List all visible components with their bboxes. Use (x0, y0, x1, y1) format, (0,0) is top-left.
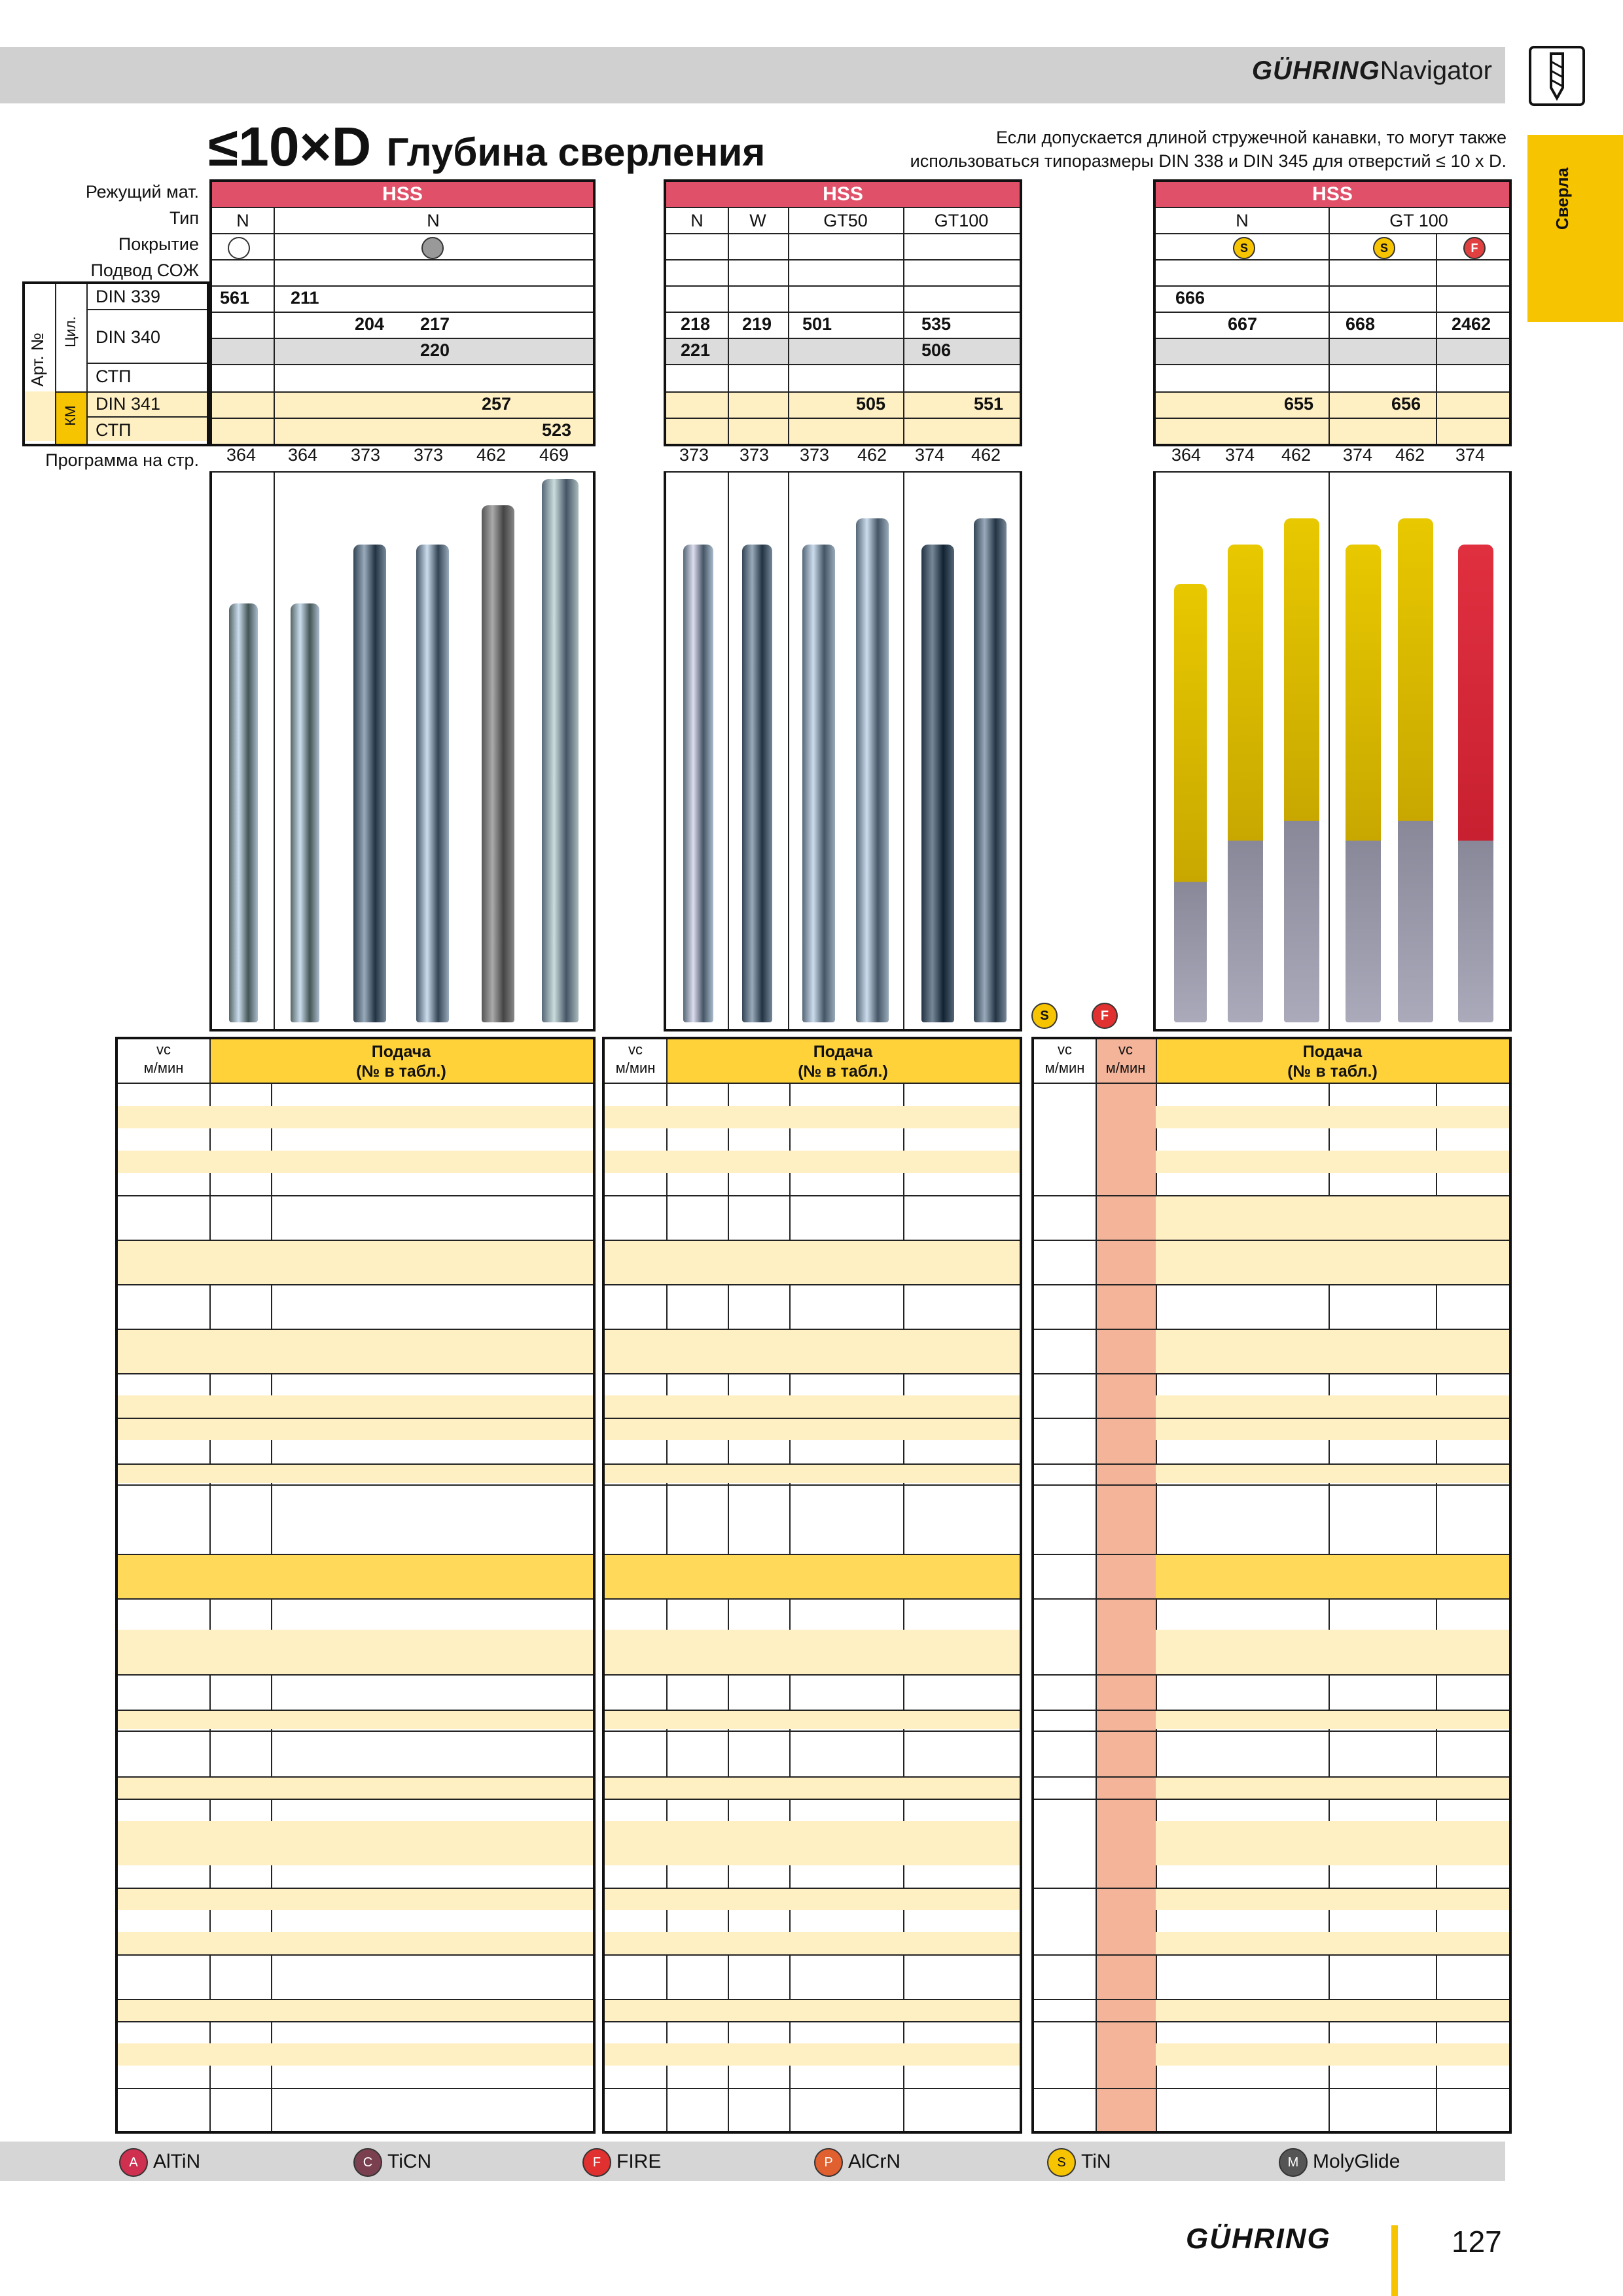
stp2-label: СТП (96, 420, 132, 440)
group1-image-area (209, 471, 596, 1031)
page-title: ≤10×D Глубина сверления (208, 116, 766, 177)
label-type: Тип (169, 208, 199, 228)
drill-icon (1529, 46, 1585, 106)
group1-din341: 257 (482, 394, 512, 414)
group2-din340-c: 501 (802, 314, 832, 334)
ticn-icon: C (353, 2148, 382, 2177)
drill-image (353, 545, 386, 1022)
drill-image (974, 518, 1007, 1022)
label-coating: Покрытие (118, 234, 199, 254)
tin-coating-icon: S (1031, 1003, 1059, 1030)
group3-din340-a: 667 (1228, 314, 1258, 334)
drill-image (742, 545, 772, 1022)
din339-label: DIN 339 (96, 287, 161, 306)
label-cutting: Режущий мат. (85, 182, 199, 202)
legend-fire: F FIRE (582, 2148, 661, 2177)
footer-brand: GÜHRING (1186, 2223, 1331, 2255)
vc-label: vc м/мин (615, 1041, 656, 1076)
drill-image (1398, 518, 1433, 1022)
legend-ticn: C TiCN (353, 2148, 431, 2177)
group3-din341-b: 656 (1391, 394, 1421, 414)
group3-din341-a: 655 (1284, 394, 1314, 414)
tin-coating-icon: S (1373, 237, 1395, 259)
drill-image (482, 505, 514, 1022)
group1-din339-a: 561 (220, 288, 250, 308)
drill-image (1284, 518, 1319, 1022)
drill-image (416, 545, 449, 1022)
legend-alcrn: P AlCrN (814, 2148, 901, 2177)
group2-din340-b: 219 (742, 314, 772, 334)
group2-type-4: GT100 (934, 211, 989, 230)
group2-din341-a: 505 (856, 394, 886, 414)
group2-din340-l2: 506 (921, 340, 952, 360)
feed-header: Подача (№ в табл.) (798, 1043, 888, 1081)
group2-din340-d: 535 (921, 314, 952, 334)
drill-image (1458, 545, 1493, 1022)
group2-din340-l1: 221 (681, 340, 711, 360)
km-label: КМ (62, 405, 79, 426)
tin-icon: S (1047, 2148, 1076, 2177)
vc-label: vc м/мин (1105, 1041, 1146, 1076)
group2-din341-b: 551 (974, 394, 1004, 414)
group3-type-2: GT 100 (1389, 211, 1448, 230)
group1-material: HSS (212, 182, 593, 207)
drill-image (291, 603, 319, 1022)
group3-material: HSS (1156, 182, 1509, 207)
group1-type-2: N (427, 211, 440, 230)
drill-image (1346, 545, 1381, 1022)
group2-material: HSS (666, 182, 1020, 207)
vc-label: vc м/мин (143, 1041, 184, 1076)
group1-stp: 523 (542, 420, 572, 440)
group2-din340-a: 218 (681, 314, 711, 334)
fire-coating-icon: F (1463, 237, 1486, 259)
group2-type-3: GT50 (823, 211, 868, 230)
art-label: Арт. № (27, 332, 47, 387)
group3-din340-b: 668 (1346, 314, 1376, 334)
drill-image (921, 545, 954, 1022)
fire-icon: F (582, 2148, 611, 2177)
alcrn-icon: P (814, 2148, 843, 2177)
molyglide-icon: M (1279, 2148, 1308, 2177)
footer-divider (1391, 2225, 1398, 2296)
group1-din340-a: 204 (355, 314, 385, 334)
group1-din340-b: 217 (420, 314, 450, 334)
drill-image (856, 518, 889, 1022)
group2-header (664, 179, 1022, 446)
drill-image (683, 545, 713, 1022)
drill-image (802, 545, 835, 1022)
feed-header: Подача (№ в табл.) (356, 1043, 446, 1081)
feed-header: Подача (№ в табл.) (1287, 1043, 1378, 1081)
drill-image (1174, 584, 1207, 1022)
label-program: Программа на стр. (45, 450, 199, 470)
group1-din339-b: 211 (291, 288, 319, 308)
feed-table-1 (115, 1037, 596, 2134)
feed-table-2 (602, 1037, 1022, 2134)
din340-label: DIN 340 (96, 327, 161, 347)
legend-altin: A AlTiN (119, 2148, 200, 2177)
label-coolant: Подвод СОЖ (90, 260, 199, 280)
group1-din340-l: 220 (420, 340, 450, 360)
group3-din339: 666 (1175, 288, 1205, 308)
group3-type-1: N (1236, 211, 1249, 230)
legend-tin: S TiN (1047, 2148, 1111, 2177)
group1-type-1: N (236, 211, 249, 230)
steam-coated-icon (421, 237, 444, 259)
group2-image-area (664, 471, 1022, 1031)
section-tab[interactable]: Сверла (1527, 135, 1623, 322)
group3-image-area (1153, 471, 1512, 1031)
vc-label: vc м/мин (1044, 1041, 1085, 1076)
group2-type-2: W (749, 211, 766, 230)
din341-label: DIN 341 (96, 394, 161, 414)
group3-header (1153, 179, 1512, 446)
feed-table-3 (1031, 1037, 1512, 2134)
group2-type-1: N (690, 211, 704, 230)
tin-coating-icon: S (1233, 237, 1255, 259)
art-number-box (22, 281, 209, 446)
cyl-label: Цил. (62, 316, 79, 348)
intro-text: Если допускается длиной стружечной канавки, то могут также использоваться типоразмеры DIN 338 и DIN 345 для отверстий ≤ 10 x D. (910, 128, 1507, 171)
drill-image (1228, 545, 1263, 1022)
drill-image (542, 479, 579, 1022)
legend-molyglide: M MolyGlide (1279, 2148, 1400, 2177)
page-number: 127 (1452, 2225, 1502, 2259)
fire-coating-icon: F (1092, 1003, 1119, 1030)
brand-logo: GÜHRINGNavigator (1251, 56, 1492, 85)
altin-icon: A (119, 2148, 148, 2177)
stp-label: СТП (96, 367, 132, 386)
group1-header (209, 179, 596, 446)
uncoated-icon (228, 237, 250, 259)
group3-din340-c: 2462 (1452, 314, 1491, 334)
drill-image (229, 603, 258, 1022)
